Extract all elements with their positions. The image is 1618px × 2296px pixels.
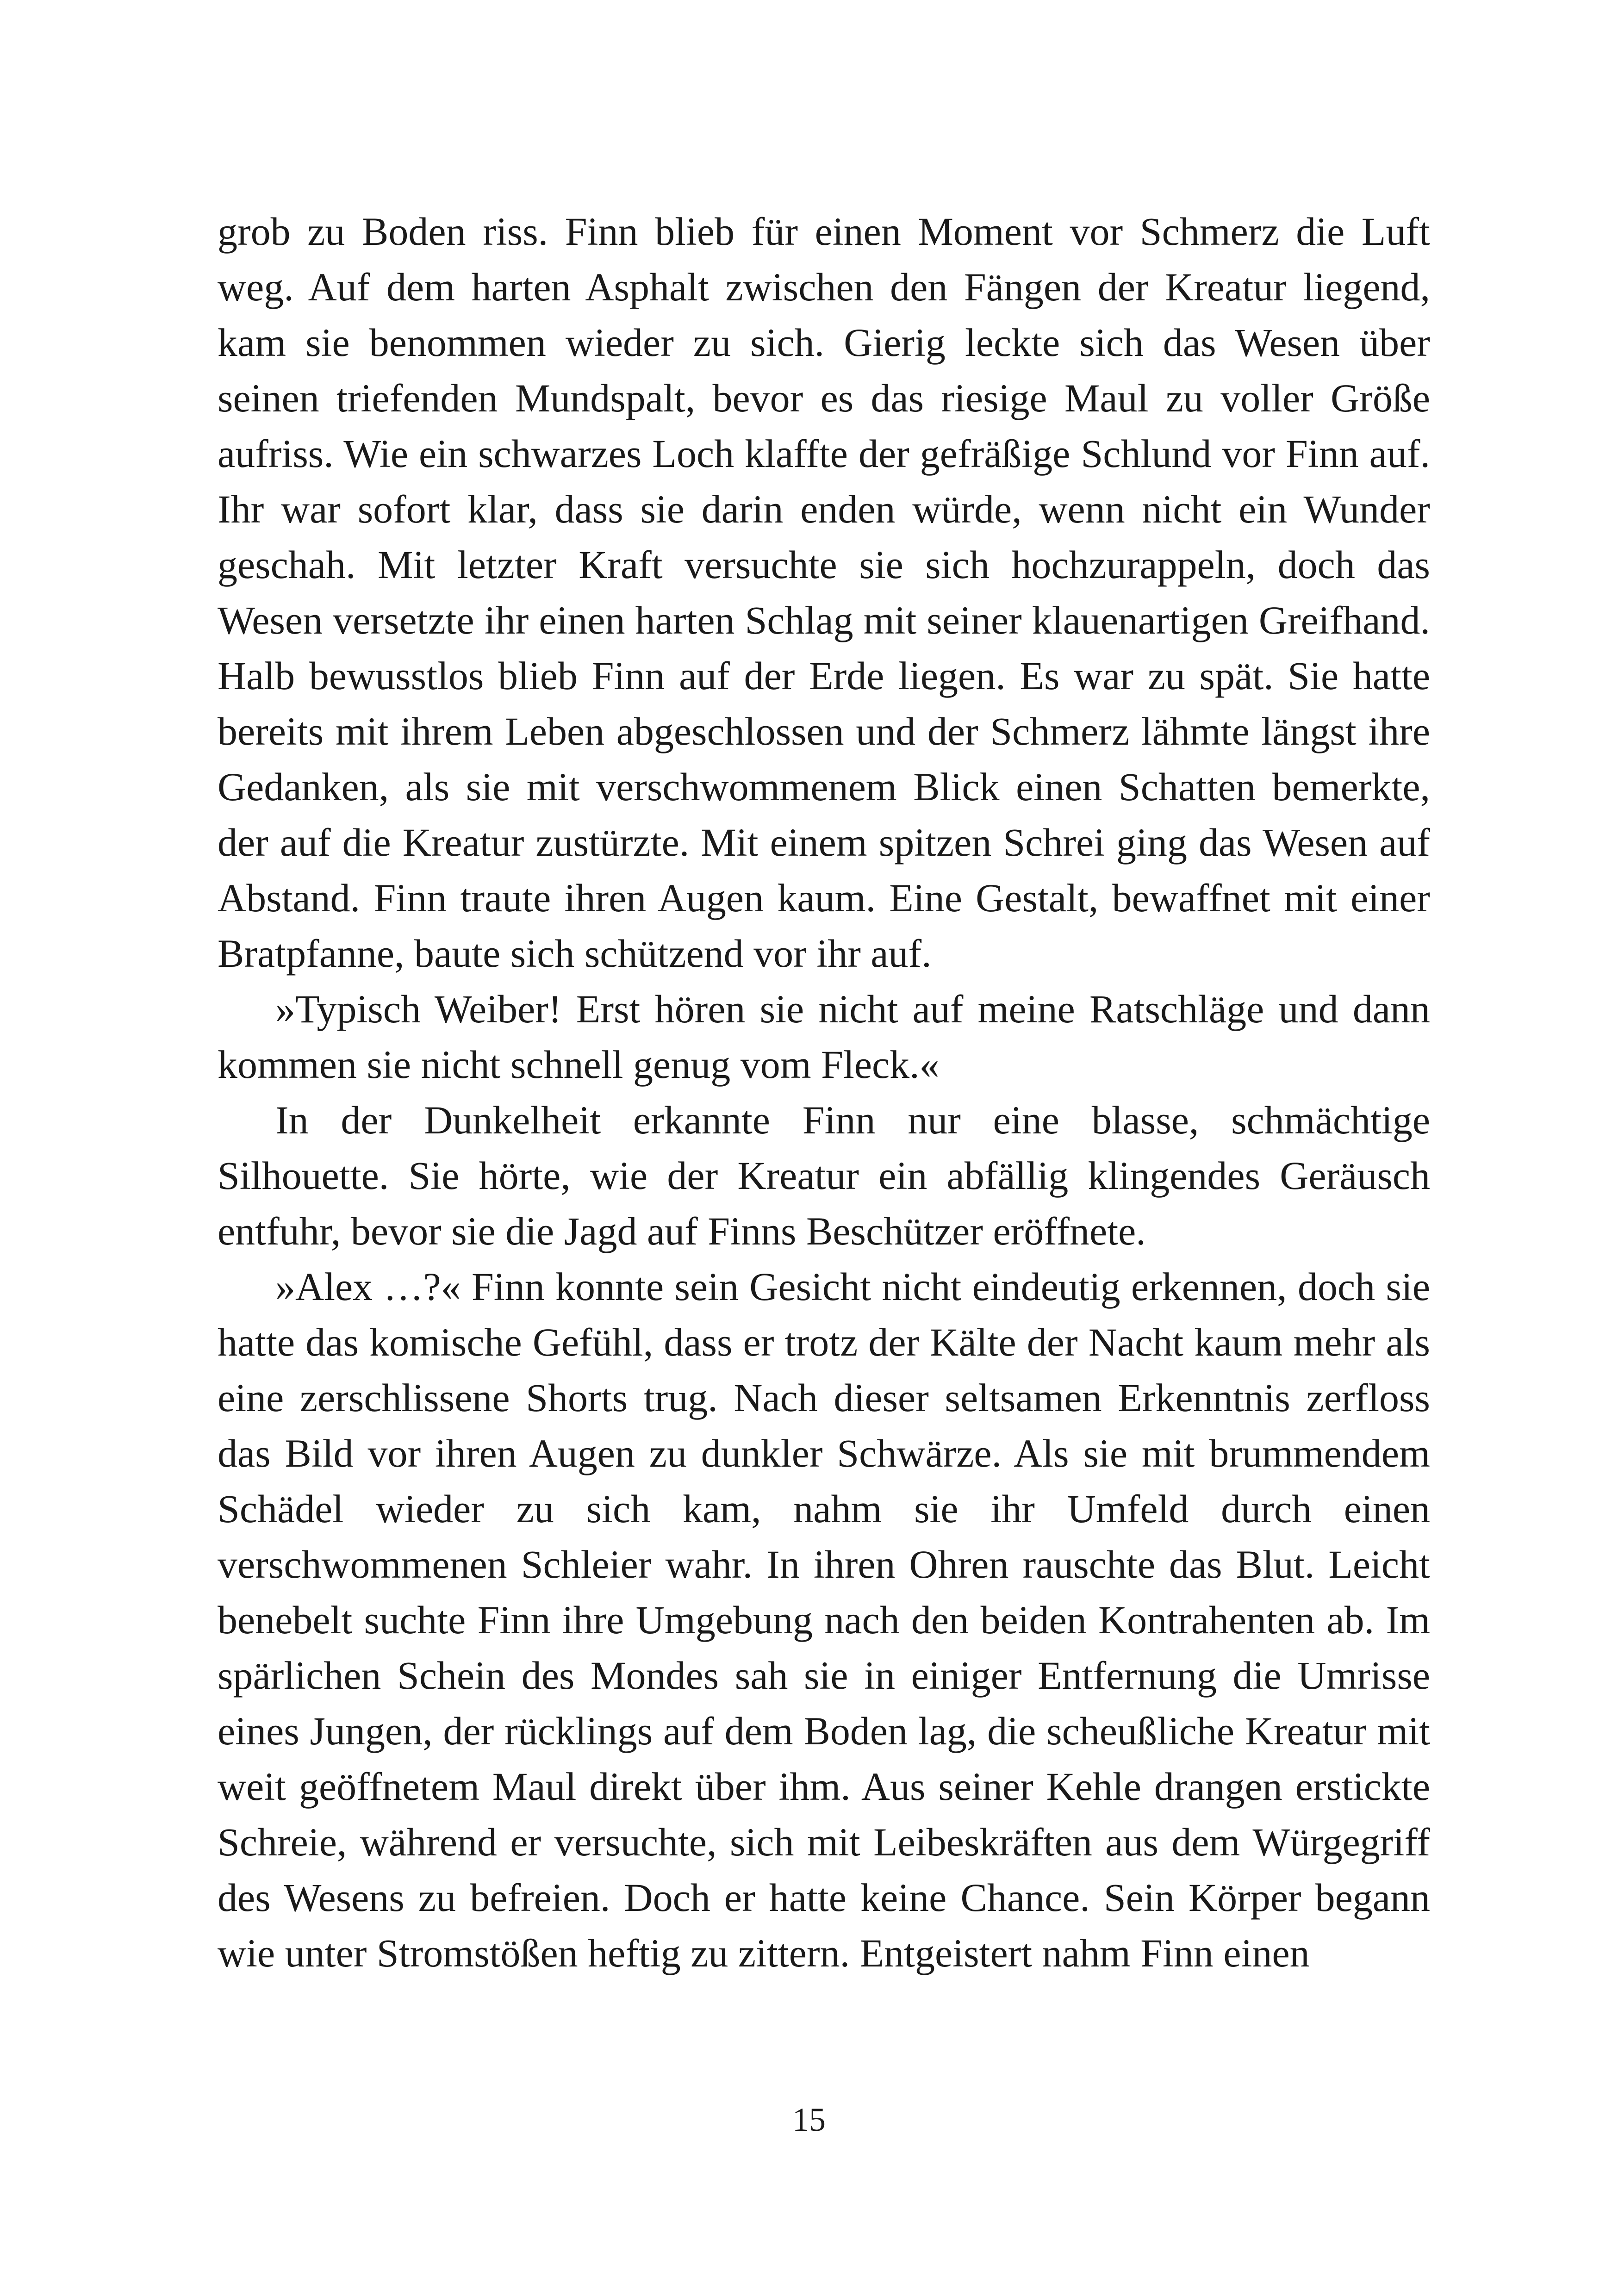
paragraph: grob zu Boden riss. Finn blieb für einen Moment vor Schmerz die Luft weg. Auf dem harten Asphalt zwischen den Fängen der Kreatur liegend, kam sie benommen wieder zu sich. Gierig leckte sich das Wesen über seinen triefenden Mundspalt, bevor es das riesige Maul zu voller Größe aufriss. Wie ein schwarzes Loch klaffte der gefräßige Schlund vor Finn auf. Ihr war sofort klar, dass sie darin enden würde, wenn nicht ein Wunder geschah. Mit letzter Kraft versuchte sie sich hochzurappeln, doch das Wesen versetzte ihr einen harten Schlag mit seiner klauenartigen Greifhand. Halb bewusstlos blieb Finn auf der Erde liegen. Es war zu spät. Sie hatte bereits mit ihrem Leben abgeschlossen und der Schmerz lähmte längst ihre Gedanken, als sie mit verschwommenem Blick einen Schatten bemerkte, der auf die Kreatur zustürzte. Mit einem spitzen Schrei ging das Wesen auf Abstand. Finn traute ihren Augen kaum. Eine Gestalt, bewaffnet mit einer Bratpfanne, baute sich schützend vor ihr auf. bbox=[218, 209, 1430, 976]
paragraph: »Typisch Weiber! Erst hören sie nicht auf meine Ratschläge und dann kommen sie nicht schnell genug vom Fleck.« bbox=[218, 987, 1430, 1087]
page-number: 15 bbox=[792, 2101, 826, 2138]
paragraph: »Alex …?« Finn konnte sein Gesicht nicht eindeutig erkennen, doch sie hatte das komische Gefühl, dass er trotz der Kälte der Nacht kaum mehr als eine zerschlissene Shorts trug. Nach dieser seltsamen Erkenntnis zerfloss das Bild vor ihren Augen zu dunkler Schwärze. Als sie mit brummendem Schädel wieder zu sich kam, nahm sie ihr Umfeld durch einen verschwommenen Schleier wahr. In ihren Ohren rauschte das Blut. Leicht benebelt suchte Finn ihre Umgebung nach den beiden Kontrahenten ab. Im spärlichen Schein des Mondes sah sie in einiger Entfernung die Umrisse eines Jungen, der rücklings auf dem Boden lag, die scheußliche Kreatur mit weit geöffnetem Maul direkt über ihm. Aus seiner Kehle drangen erstickte Schreie, während er versuchte, sich mit Leibeskräften aus dem Würgegriff des Wesens zu befreien. Doch er hatte keine Chance. Sein Körper begann wie unter Stromstößen heftig zu zittern. Entgeistert nahm Finn einen bbox=[218, 1264, 1430, 1975]
paragraph: In der Dunkelheit erkannte Finn nur eine blasse, schmächtige Silhouette. Sie hörte, wie der Kreatur ein abfällig klingendes Geräusch entfuhr, bevor sie die Jagd auf Finns Beschützer eröffnete. bbox=[218, 1098, 1430, 1253]
body-text bbox=[218, 204, 1430, 1981]
